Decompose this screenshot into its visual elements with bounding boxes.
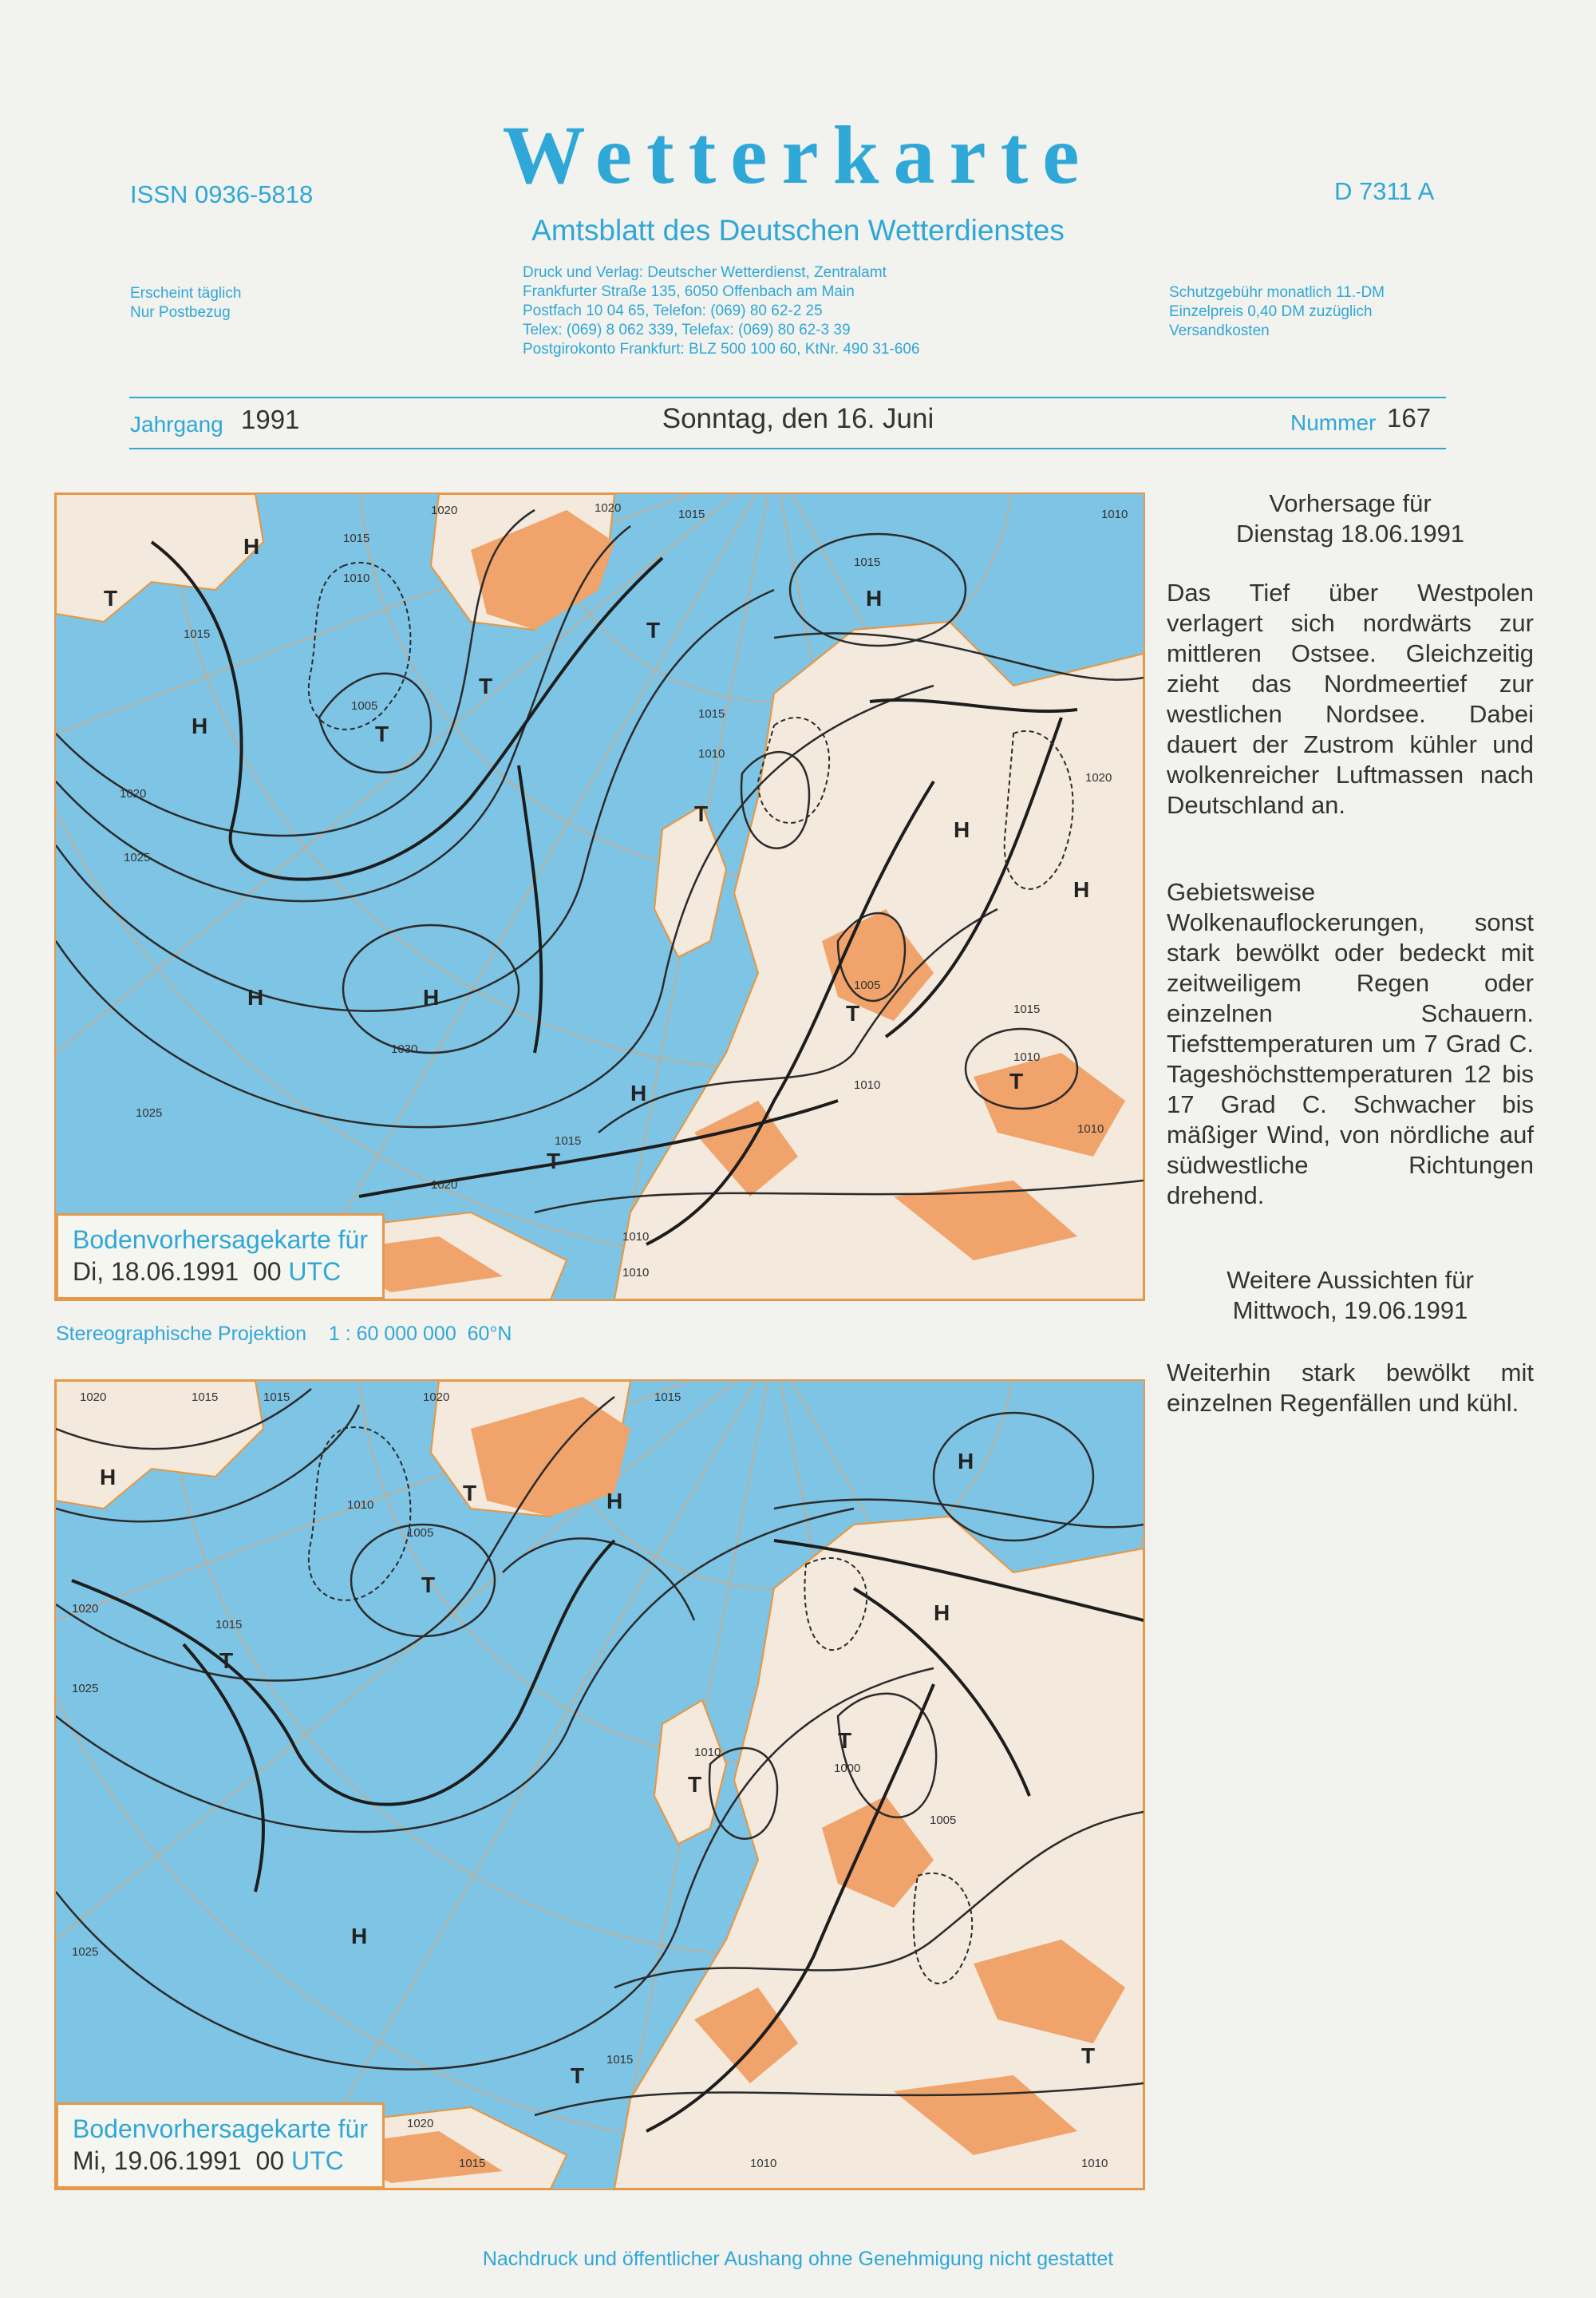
low-pressure-center: T	[421, 1572, 436, 1597]
subtitle: Amtsblatt des Deutschen Wetterdienstes	[531, 214, 1065, 247]
info-line: Versandkosten	[1169, 322, 1270, 339]
map-caption-utc: UTC	[288, 1257, 342, 1286]
low-pressure-center: T	[694, 801, 709, 826]
divider	[129, 448, 1446, 449]
forecast-heading	[1167, 488, 1534, 549]
isobar-value: 1010	[698, 747, 725, 761]
isobar-value: 1020	[431, 1178, 458, 1192]
publisher-info	[523, 263, 919, 359]
map-caption-datetime: Mi, 19.06.1991 00	[73, 2146, 285, 2175]
isobar-value: 1015	[263, 1390, 290, 1404]
isobar-value: 1020	[595, 501, 622, 515]
isobar-value: 1010	[1077, 1122, 1104, 1136]
isobar-value: 1010	[1013, 1050, 1041, 1064]
isobar-value: 1020	[72, 1602, 99, 1616]
isobar-value: 1010	[622, 1266, 650, 1280]
outlook-heading	[1167, 1265, 1534, 1326]
map-caption	[56, 1213, 385, 1299]
isobar-value: 1010	[347, 1498, 374, 1512]
isobar-value: 1025	[136, 1106, 163, 1120]
isobar-value: 1010	[1081, 2157, 1108, 2170]
weather-map-tuesday	[54, 492, 1145, 1301]
forecast-heading-line: Vorhersage für	[1269, 489, 1432, 517]
low-pressure-center: T	[846, 1001, 860, 1026]
info-line: Postgirokonto Frankfurt: BLZ 500 100 60, KtNr. 490 31-606	[523, 341, 920, 358]
number-value: 167	[1387, 403, 1432, 433]
high-pressure-center: H	[1073, 877, 1090, 902]
masthead-title: Wetterkarte	[502, 109, 1094, 201]
high-pressure-center: H	[934, 1600, 950, 1625]
low-pressure-center: T	[1009, 1069, 1024, 1094]
isobar-value: 1015	[184, 627, 211, 641]
isobar-value: 1005	[854, 979, 881, 992]
year-label: Jahrgang	[130, 412, 223, 437]
map-caption-datetime: Di, 18.06.1991 00	[73, 1257, 282, 1286]
high-pressure-center: H	[100, 1465, 117, 1489]
isobar-value: 1015	[1013, 1003, 1041, 1016]
isobar-value: 1020	[1085, 771, 1112, 785]
footer-notice: Nachdruck und öffentlicher Aushang ohne Genehmigung nicht gestattet	[482, 2248, 1114, 2270]
map-graphic	[56, 1381, 1144, 2189]
low-pressure-center: T	[571, 2063, 585, 2088]
info-line: Schutzgebühr monatlich 11.-DM	[1169, 284, 1385, 301]
map-caption-date	[73, 1256, 368, 1287]
map-caption-title: Bodenvorhersagekarte für	[73, 1225, 368, 1254]
isobar-value: 1010	[343, 572, 370, 585]
outlook-paragraph: Weiterhin stark bewölkt mit einzelnen Regenfällen und kühl.	[1167, 1359, 1534, 1417]
low-pressure-center: T	[1081, 2043, 1096, 2068]
isobar-value: 1025	[124, 851, 151, 864]
isobar-value: 1010	[694, 1746, 721, 1759]
low-pressure-center: T	[375, 722, 389, 746]
forecast-paragraph: Das Tief über Westpolen verlagert sich nordwärts zur mittleren Ostsee. Gleichzeitig zieht das Nordmeertief zur westlichen Nordsee. Dabei dauert der Zustrom kühler und wolkenreicher Luftmassen nach Deutschland an.	[1167, 579, 1534, 819]
outlook-heading-line: Weitere Aussichten für	[1227, 1266, 1474, 1294]
price-info	[1169, 283, 1385, 341]
weather-map-wednesday	[54, 1379, 1145, 2190]
forecast-paragraph: Gebietsweise Wolkenauflockerungen, sonst stark bewölkt oder bedeckt mit zeitweiligem Regen oder einzelnen Schauern. Tiefsttemperaturen um 7 Grad C. Tageshöchsttemperaturen 12 bis 17 Grad C. Schwacher bis mäßiger Wind, von nördliche auf südwestliche Richtungen drehend.	[1167, 878, 1534, 1209]
isobar-value: 1020	[423, 1390, 450, 1404]
divider	[129, 397, 1446, 398]
map-caption-date	[73, 2145, 368, 2177]
high-pressure-center: H	[866, 586, 883, 611]
isobar-value: 1015	[459, 2157, 486, 2170]
publication-frequency	[130, 284, 241, 322]
high-pressure-center: H	[606, 1489, 623, 1513]
isobar-value: 1015	[654, 1390, 681, 1404]
info-line: Einzelpreis 0,40 DM zuzüglich	[1169, 303, 1373, 320]
map-graphic	[56, 494, 1144, 1299]
isobar-value: 1015	[678, 508, 705, 521]
isobar-value: 1010	[854, 1078, 881, 1092]
info-line: Druck und Verlag: Deutscher Wetterdienst, Zentralamt	[523, 264, 887, 281]
isobar-value: 1015	[698, 707, 725, 721]
info-line: Erscheint täglich	[130, 285, 242, 302]
isobar-value: 1020	[80, 1390, 107, 1404]
isobar-value: 1020	[407, 2117, 434, 2130]
info-line: Nur Postbezug	[130, 304, 231, 321]
postal-code: D 7311 A	[1334, 177, 1435, 205]
isobar-value: 1010	[622, 1230, 650, 1244]
info-line: Postfach 10 04 65, Telefon: (069) 80 62-2 25	[523, 303, 823, 319]
isobar-value: 1030	[391, 1042, 418, 1056]
info-line: Frankfurter Straße 135, 6050 Offenbach am Main	[523, 283, 855, 300]
isobar-value: 1015	[343, 532, 370, 545]
info-line: Telex: (069) 8 062 339, Telefax: (069) 80 62-3 39	[523, 322, 851, 338]
isobar-value: 1015	[215, 1618, 243, 1632]
isobar-value: 1020	[120, 787, 147, 801]
isobar-value: 1015	[854, 556, 881, 569]
isobar-value: 1025	[72, 1682, 99, 1695]
map-caption-utc: UTC	[290, 2146, 344, 2175]
high-pressure-center: H	[192, 714, 208, 738]
low-pressure-center: T	[547, 1149, 561, 1173]
isobar-value: 1025	[72, 1945, 99, 1959]
isobar-value: 1005	[407, 1526, 434, 1540]
issue-date: Sonntag, den 16. Juni	[662, 403, 934, 434]
number-label: Nummer	[1290, 410, 1377, 435]
high-pressure-center: H	[958, 1449, 974, 1473]
high-pressure-center: H	[630, 1081, 647, 1105]
low-pressure-center: T	[463, 1481, 477, 1505]
low-pressure-center: T	[479, 674, 493, 698]
map-caption-title: Bodenvorhersagekarte für	[73, 2114, 368, 2143]
low-pressure-center: T	[838, 1728, 852, 1753]
high-pressure-center: H	[351, 1924, 368, 1948]
high-pressure-center: H	[247, 985, 264, 1010]
isobar-value: 1020	[431, 504, 458, 517]
forecast-heading-line: Dienstag 18.06.1991	[1235, 520, 1465, 548]
low-pressure-center: T	[646, 618, 661, 643]
isobar-value: 1015	[192, 1390, 219, 1404]
projection-note: Stereographische Projektion 1 : 60 000 000 60°N	[56, 1323, 512, 1345]
map-caption	[56, 2102, 385, 2189]
low-pressure-center: T	[688, 1772, 702, 1797]
high-pressure-center: H	[423, 985, 440, 1010]
outlook-heading-line: Mittwoch, 19.06.1991	[1232, 1296, 1468, 1324]
high-pressure-center: H	[954, 817, 970, 842]
issn: ISSN 0936-5818	[130, 180, 314, 208]
isobar-value: 1005	[930, 1813, 957, 1827]
low-pressure-center: T	[219, 1648, 234, 1673]
isobar-value: 1000	[834, 1762, 861, 1775]
isobar-value: 1015	[606, 2053, 634, 2067]
isobar-value: 1015	[555, 1134, 582, 1148]
isobar-value: 1010	[750, 2157, 777, 2170]
isobar-value: 1010	[1101, 508, 1128, 521]
low-pressure-center: T	[104, 586, 118, 611]
year-value: 1991	[241, 405, 300, 434]
isobar-value: 1005	[351, 699, 378, 713]
high-pressure-center: H	[243, 534, 260, 559]
